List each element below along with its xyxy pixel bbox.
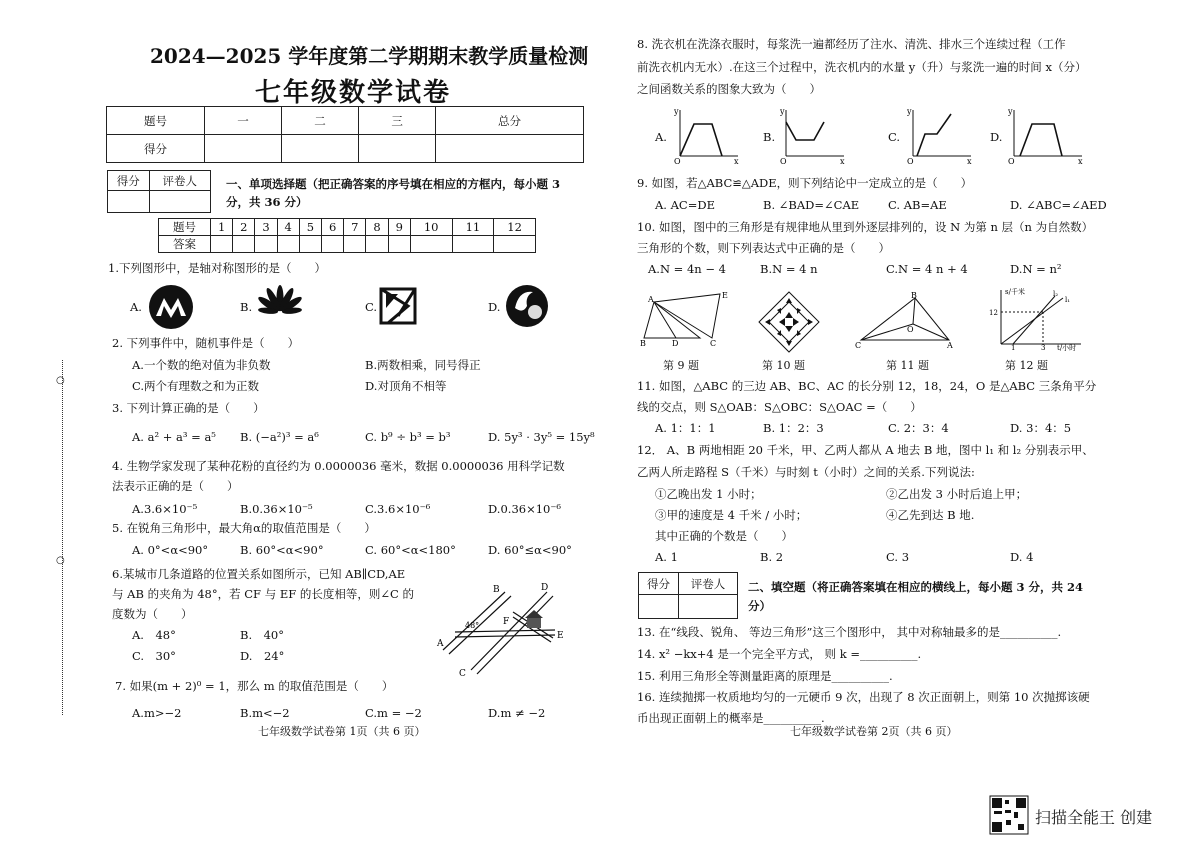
axis-y-label: y xyxy=(907,107,912,116)
answer-cell[interactable] xyxy=(366,236,388,253)
q11-option-b[interactable]: B. 1：2：3 xyxy=(763,421,824,435)
score-table xyxy=(106,106,584,163)
q10-option-d[interactable]: D.N = n² xyxy=(1010,262,1062,276)
origin-label: O xyxy=(780,157,787,166)
q4-option-a[interactable]: A.3.6×10⁻⁵ xyxy=(132,502,198,516)
q8-graph-b xyxy=(778,106,848,164)
answer-number: 12 xyxy=(494,219,536,236)
q12-option-d[interactable]: D. 4 xyxy=(1010,550,1034,564)
axis-x-label: x xyxy=(734,157,739,166)
question-9: 9. 如图，若△ABC≌△ADE，则下列结论中一定成立的是（ ） xyxy=(637,176,973,190)
q5-option-d[interactable]: D. 60°≤α<90° xyxy=(488,543,572,557)
answer-number: 6 xyxy=(322,219,344,236)
answer-cell[interactable] xyxy=(277,236,299,253)
fig6-label-e: E xyxy=(557,631,564,641)
question-12-cont2: 其中正确的个数是（ ） xyxy=(655,529,793,543)
q7-option-a[interactable]: A.m>−2 xyxy=(132,706,182,720)
axis-y-label: y xyxy=(674,107,679,116)
answer-cell[interactable] xyxy=(211,236,233,253)
fig9-caption: 第 9 题 xyxy=(663,359,699,372)
q7-option-b[interactable]: B.m<−2 xyxy=(240,706,290,720)
fig9-triangles xyxy=(640,290,740,350)
grader-score-label: 得分 xyxy=(108,171,150,191)
score-input-cell[interactable] xyxy=(205,135,282,163)
question-11-cont: 线的交点，则 S△OAB：S△OBC：S△OAC =（ ） xyxy=(637,400,922,414)
score-table-cell: 得分 xyxy=(107,135,205,163)
q6-option-c[interactable]: C. 30° xyxy=(132,649,176,663)
question-14: 14. x² −kx+4 是一个完全平方式， 则 k =__________. xyxy=(637,647,922,661)
question-4: 4. 生物学家发现了某种花粉的直径约为 0.0000036 毫米，数据 0.0000036 用科学记数 xyxy=(112,459,565,473)
fig11-caption: 第 11 题 xyxy=(886,359,929,372)
section2-title-cont: 分） xyxy=(748,599,771,613)
q1-option-d[interactable]: D. xyxy=(488,300,501,314)
q11-option-a[interactable]: A. 1：1：1 xyxy=(655,421,716,435)
question-3: 3. 下列计算正确的是（ ） xyxy=(112,401,265,415)
binding-line xyxy=(62,360,63,715)
grader-box-2 xyxy=(638,572,738,619)
q4-option-d[interactable]: D.0.36×10⁻⁶ xyxy=(488,502,562,516)
answer-number: 9 xyxy=(388,219,410,236)
logo-mountain-icon xyxy=(148,284,194,330)
answer-cell[interactable] xyxy=(410,236,452,253)
fig6-label-f: F xyxy=(503,617,510,627)
fig11-triangle-bisectors xyxy=(855,290,955,350)
answer-cell[interactable] xyxy=(494,236,536,253)
question-10: 10. 如图，图中的三角形是有规律地从里到外逐层排列的，设 N 为第 n 层（n 为自然数） xyxy=(637,220,1094,234)
q7-option-d[interactable]: D.m ≠ −2 xyxy=(488,706,546,720)
score-input-cell[interactable] xyxy=(359,135,436,163)
q7-option-c[interactable]: C.m = −2 xyxy=(365,706,422,720)
fig12-line-l2: l₂ xyxy=(1053,290,1059,298)
score-input-cell[interactable] xyxy=(436,135,584,163)
fig6-label-c: C xyxy=(459,669,466,679)
fig11-label-c: C xyxy=(855,341,862,350)
q9-option-b[interactable]: B. ∠BAD=∠CAE xyxy=(763,198,860,212)
q3-option-a[interactable]: A. a² + a³ = a⁵ xyxy=(132,430,216,444)
fig12-caption: 第 12 题 xyxy=(1005,359,1048,372)
q11-option-d[interactable]: D. 3：4：5 xyxy=(1010,421,1072,435)
q2-option-b[interactable]: B.两数相乘，同号得正 xyxy=(365,358,481,372)
question-8-cont2: 之间函数关系的图象大致为（ ） xyxy=(637,82,821,96)
q4-option-c[interactable]: C.3.6×10⁻⁶ xyxy=(365,502,431,516)
fig10-caption: 第 10 题 xyxy=(762,359,805,372)
q5-option-c[interactable]: C. 60°<α<180° xyxy=(365,543,456,557)
grader-score-cell[interactable] xyxy=(639,595,679,619)
answer-cell[interactable] xyxy=(322,236,344,253)
petal-fan-icon xyxy=(256,284,304,324)
emblem-icon xyxy=(505,284,549,328)
score-input-cell[interactable] xyxy=(282,135,359,163)
question-8-cont: 前洗衣机内无水）.在这三个过程中，洗衣机内的水量 y（升）与浆洗一遍的时间 x（分） xyxy=(637,60,1087,74)
grader-name-label: 评卷人 xyxy=(678,573,737,595)
q1-option-b[interactable]: B. xyxy=(240,300,253,314)
q8-option-d[interactable]: D. xyxy=(990,130,1003,144)
question-7: 7. 如果(m + 2)⁰ = 1，那么 m 的取值范围是（ ） xyxy=(115,679,394,693)
q6-option-b[interactable]: B. 40° xyxy=(240,628,284,642)
answer-cell[interactable] xyxy=(344,236,366,253)
q9-option-d[interactable]: D. ∠ABC=∠AED xyxy=(1010,198,1107,212)
axis-x-label: x xyxy=(840,157,845,166)
fig12-distance-time-graph xyxy=(985,286,1085,350)
score-table-cell: 题号 xyxy=(107,107,205,135)
q12-statement-1: ①乙晚出发 1 小时； xyxy=(655,487,762,501)
grader-name-label: 评卷人 xyxy=(149,171,210,191)
fig6-label-d: D xyxy=(541,583,549,593)
answer-number: 10 xyxy=(410,219,452,236)
axis-y-label: y xyxy=(780,107,785,116)
q12-statement-4: ④乙先到达 B 地. xyxy=(886,508,975,522)
question-4-cont: 法表示正确的是（ ） xyxy=(112,479,239,493)
grader-score-label: 得分 xyxy=(639,573,679,595)
exam-title: 2024—2025 学年度第二学期期末教学质量检测 xyxy=(150,44,589,68)
page-footer-right: 七年级数学试卷第 2页（共 6 页） xyxy=(790,725,958,738)
fig6-label-a: A xyxy=(437,639,444,649)
axis-y-label: y xyxy=(1008,107,1013,116)
q8-option-a[interactable]: A. xyxy=(655,130,667,144)
q2-option-a[interactable]: A.一个数的绝对值为非负数 xyxy=(132,358,271,372)
q3-option-b[interactable]: B. (−a²)³ = a⁶ xyxy=(240,430,319,444)
q12-option-c[interactable]: C. 3 xyxy=(886,550,910,564)
answer-number: 2 xyxy=(233,219,255,236)
q1-option-c[interactable]: C. xyxy=(365,300,378,314)
fig9-label-e: E xyxy=(722,291,728,300)
watermark-text: 扫描全能王 创建 xyxy=(1035,808,1153,827)
answer-cell[interactable] xyxy=(452,236,494,253)
fig12-tick-12: 12 xyxy=(989,309,998,317)
fig9-label-a: A xyxy=(648,295,654,304)
section1-title-cont: 分，共 36 分） xyxy=(226,195,308,209)
origin-label: O xyxy=(674,157,681,166)
fig9-label-b: B xyxy=(640,339,646,348)
grader-score-cell[interactable] xyxy=(108,191,150,213)
q4-option-b[interactable]: B.0.36×10⁻⁵ xyxy=(240,502,313,516)
answer-table-header: 题号 xyxy=(159,219,211,236)
qr-code-icon xyxy=(990,796,1028,834)
question-1: 1.下列图形中，是轴对称图形的是（ ） xyxy=(108,261,326,275)
question-6-cont2: 度数为（ ） xyxy=(112,607,193,621)
section1-title: 一、单项选择题（把正确答案的序号填在相应的方框内，每小题 3 xyxy=(226,177,561,191)
question-2: 2. 下列事件中，随机事件是（ ） xyxy=(112,336,300,350)
axis-x-label: x xyxy=(1078,157,1083,166)
question-11: 11. 如图，△ABC 的三边 AB、BC、AC 的长分别 12，18，24，O 是△ABC 三条角平分 xyxy=(637,379,1097,393)
grader-name-cell[interactable] xyxy=(149,191,210,213)
question-12-cont: 乙两人所走路程 S（千米）与时刻 t（小时）之间的关系.下列说法: xyxy=(637,465,975,479)
answer-table xyxy=(158,218,536,253)
answer-cell[interactable] xyxy=(255,236,277,253)
q8-graph-d xyxy=(1006,106,1086,164)
fig11-label-b: B xyxy=(911,291,917,300)
answer-number: 5 xyxy=(299,219,321,236)
square-knot-icon xyxy=(378,286,418,326)
fig10-layered-triangles xyxy=(757,290,821,354)
q5-option-b[interactable]: B. 60°<α<90° xyxy=(240,543,324,557)
answer-number: 7 xyxy=(344,219,366,236)
question-16: 16. 连续抛掷一枚质地均匀的一元硬币 9 次，出现了 8 次正面朝上，则第 10 次抛掷该硬 xyxy=(637,690,1090,704)
origin-label: O xyxy=(1008,157,1015,166)
q9-option-a[interactable]: A. AC=DE xyxy=(655,198,715,212)
answer-cell[interactable] xyxy=(388,236,410,253)
score-table-cell: 一 xyxy=(205,107,282,135)
question-5: 5. 在锐角三角形中，最大角α的取值范围是（ ） xyxy=(112,521,376,535)
fig12-line-l1: l₁ xyxy=(1065,296,1071,304)
q9-option-c[interactable]: C. AB=AE xyxy=(888,198,947,212)
q10-option-b[interactable]: B.N = 4 n xyxy=(760,262,818,276)
exam-subtitle: 七年级数学试卷 xyxy=(255,78,452,108)
question-6-cont: 与 AB 的夹角为 48°，若 CF 与 EF 的长度相等，则∠C 的 xyxy=(112,587,414,601)
question-6: 6.某城市几条道路的位置关系如图所示，已知 AB∥CD,AE xyxy=(112,567,406,581)
fig6-label-b: B xyxy=(493,585,500,595)
fig12-tick-1: 1 xyxy=(1011,344,1016,352)
q12-option-b[interactable]: B. 2 xyxy=(760,550,784,564)
fig9-label-c: C xyxy=(710,339,717,348)
q6-option-d[interactable]: D. 24° xyxy=(240,649,285,663)
question-12: 12． A、B 两地相距 20 千米，甲、乙两人都从 A 地去 B 地，图中 l₁ 和 l₂ 分别表示甲、 xyxy=(637,443,1094,457)
q10-option-a[interactable]: A.N = 4n − 4 xyxy=(648,262,726,276)
q5-option-a[interactable]: A. 0°<α<90° xyxy=(132,543,209,557)
q12-option-a[interactable]: A. 1 xyxy=(655,550,678,564)
fig12-tick-3: 3 xyxy=(1041,344,1046,352)
q1-option-a[interactable]: A. xyxy=(130,300,142,314)
question-8: 8. 洗衣机在洗涤衣服时，每浆洗一遍都经历了注水、清洗、排水三个连续过程（工作 xyxy=(637,37,1066,51)
fig6-angle-label: 48° xyxy=(465,621,480,630)
score-table-cell: 三 xyxy=(359,107,436,135)
axis-x-label: x xyxy=(967,157,972,166)
answer-number: 11 xyxy=(452,219,494,236)
fig11-label-a: A xyxy=(947,341,953,350)
answer-number: 3 xyxy=(255,219,277,236)
score-table-cell: 总分 xyxy=(436,107,584,135)
q8-option-c[interactable]: C. xyxy=(888,130,901,144)
answer-number: 1 xyxy=(211,219,233,236)
q2-option-c[interactable]: C.两个有理数之和为正数 xyxy=(132,379,260,393)
q8-graph-c xyxy=(905,106,975,164)
q3-option-c[interactable]: C. b⁹ ÷ b³ = b³ xyxy=(365,430,451,444)
question-10-cont: 三角形的个数，则下列表达式中正确的是（ ） xyxy=(637,241,890,255)
binding-mark: ○ xyxy=(56,555,65,566)
fig12-axis-y: s/千米 xyxy=(1005,288,1025,296)
q2-option-d[interactable]: D.对顶角不相等 xyxy=(365,379,447,393)
q8-graph-a xyxy=(672,106,742,164)
answer-number: 4 xyxy=(277,219,299,236)
answer-table-header: 答案 xyxy=(159,236,211,253)
fig12-axis-x: t/小时 xyxy=(1057,344,1077,352)
answer-cell[interactable] xyxy=(233,236,255,253)
fig11-label-o: O xyxy=(907,325,914,334)
question-15: 15. 利用三角形全等测量距离的原理是__________. xyxy=(637,669,893,683)
answer-number: 8 xyxy=(366,219,388,236)
q11-option-c[interactable]: C. 2：3：4 xyxy=(888,421,949,435)
q12-statement-2: ②乙出发 3 小时后追上甲； xyxy=(886,487,1028,501)
question-16-cont: 币出现正面朝上的概率是__________. xyxy=(637,711,825,725)
q12-statement-3: ③甲的速度是 4 千米 / 小时； xyxy=(655,508,808,522)
grader-box xyxy=(107,170,211,213)
fig9-label-d: D xyxy=(672,339,679,348)
q6-option-a[interactable]: A. 48° xyxy=(132,628,176,642)
q10-option-c[interactable]: C.N = 4 n + 4 xyxy=(886,262,968,276)
grader-name-cell[interactable] xyxy=(678,595,737,619)
binding-mark: ○ xyxy=(56,375,65,386)
score-table-cell: 二 xyxy=(282,107,359,135)
q6-road-diagram xyxy=(435,582,565,677)
question-13: 13. 在“线段、锐角、 等边三角形”这三个图形中， 其中对称轴最多的是__________. xyxy=(637,625,1062,639)
q8-option-b[interactable]: B. xyxy=(763,130,776,144)
page-footer-left: 七年级数学试卷第 1页（共 6 页） xyxy=(258,725,426,738)
q3-option-d[interactable]: D. 5y³ · 3y⁵ = 15y⁸ xyxy=(488,430,595,444)
answer-cell[interactable] xyxy=(299,236,321,253)
section2-title: 二、填空题（将正确答案填在相应的横线上，每小题 3 分，共 24 xyxy=(748,580,1084,594)
origin-label: O xyxy=(907,157,914,166)
